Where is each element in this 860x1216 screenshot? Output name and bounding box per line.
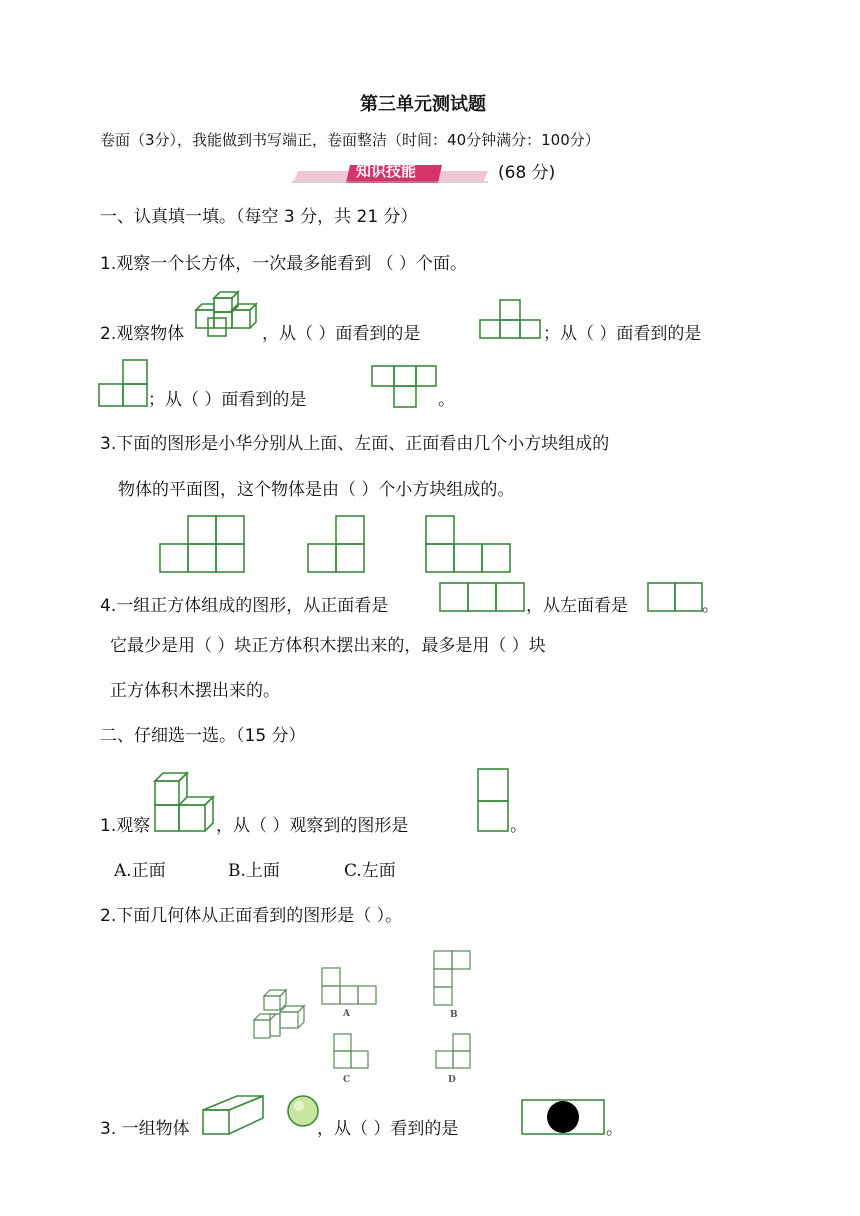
q1-3-line1: 3.下面的图形是小华分别从上面、左面、正面看由几个小方块组成的 (100, 434, 610, 454)
q2-3-text-a: 3. 一组物体 (100, 1119, 190, 1139)
page-title: 第三单元测试题 (360, 94, 486, 115)
q2-1-text-c: 。 (510, 816, 527, 836)
banner-label: 知识技能 (356, 162, 417, 180)
q2-2-option-c-figure[interactable] (332, 1032, 372, 1088)
q1-4-text-b: ，从左面看是 (526, 596, 628, 616)
q2-1-text-a: 1.观察 (100, 816, 151, 836)
option-b[interactable]: B.上面 (228, 861, 280, 881)
q2-2-label-c: C (343, 1075, 351, 1085)
q1-1: 1.观察一个长方体，一次最多能看到 （ ）个面。 (100, 254, 468, 274)
q1-4-text-c: 。 (702, 596, 719, 616)
option-c[interactable]: C.左面 (344, 861, 396, 881)
q2-3-text-b: ，从（ ）看到的是 (317, 1119, 459, 1139)
ball-figure (286, 1094, 320, 1128)
header-note: 卷面（3分），我能做到书写端正，卷面整洁（时间：40分钟满分：100分） (100, 131, 600, 149)
q2-2-label-b: B (450, 1010, 458, 1020)
q1-2-text-e: 。 (438, 390, 455, 410)
q1-2-text-c: ；从（ ）面看到的是 (543, 324, 702, 344)
q1-2-text-b: ，从（ ）面看到的是 (262, 324, 421, 344)
q4-front-view (438, 581, 528, 613)
view-figure-1 (480, 298, 542, 340)
banner-score: (68 分) (498, 163, 556, 183)
cuboid-figure (201, 1094, 265, 1136)
q3-front-view (424, 514, 516, 576)
q1-2-text-d: ；从（ ）面看到的是 (148, 390, 307, 410)
q2-1-text-b: ，从（ ）观察到的图形是 (216, 816, 409, 836)
view-figure-2 (99, 358, 151, 408)
q2-2-solid-figure (250, 988, 310, 1044)
cube-cluster-figure (194, 290, 260, 340)
view-figure-3 (370, 364, 438, 410)
q2-1-cubes-figure (153, 771, 217, 833)
q1-4-text-a: 4.一组正方体组成的图形，从正面看是 (100, 596, 389, 616)
q2-3-view-figure (520, 1098, 606, 1136)
q2-3-text-c: 。 (606, 1119, 623, 1139)
q1-3-line2: 物体的平面图，这个物体是由（ ）个小方块组成的。 (118, 480, 515, 500)
q3-left-view (306, 514, 368, 576)
q2-2-label-d: D (448, 1075, 456, 1085)
q2-1-view-figure (476, 767, 510, 833)
option-a[interactable]: A.正面 (114, 861, 166, 881)
q2-2-option-d-figure[interactable] (434, 1032, 474, 1088)
section-one-heading: 一、认真填一填。（每空 3 分，共 21 分） (100, 207, 418, 227)
q4-left-view (646, 581, 706, 613)
q1-4-line3: 正方体积木摆出来的。 (110, 681, 280, 701)
q3-top-view (158, 514, 248, 576)
q2-2-text: 2.下面几何体从正面看到的图形是（ ）。 (100, 906, 403, 926)
section-two-heading: 二、仔细选一选。（15 分） (100, 726, 306, 746)
q2-2-option-b-figure[interactable] (432, 949, 474, 1023)
q2-2-label-a: A (343, 1009, 350, 1019)
q2-2-option-a-figure[interactable] (320, 966, 378, 1022)
q1-4-line2: 它最少是用（ ）块正方体积木摆出来的，最多是用（ ）块 (110, 636, 546, 656)
q1-2-text-a: 2.观察物体 (100, 324, 185, 344)
